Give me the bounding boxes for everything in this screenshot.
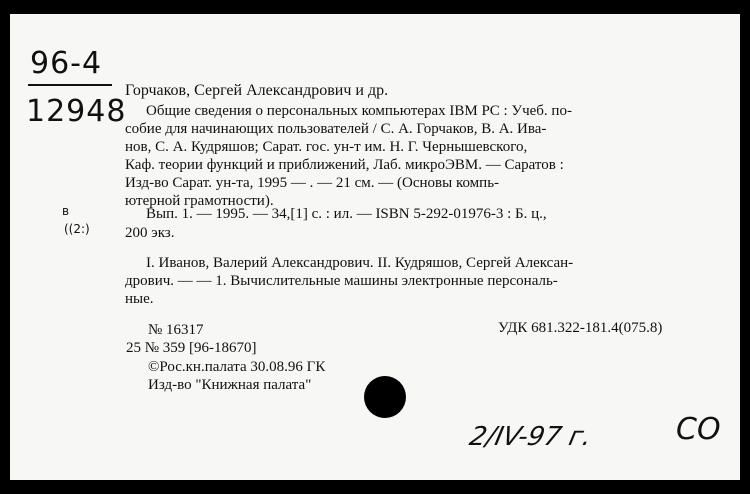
handwritten-side-mark: в — [62, 204, 70, 218]
tracing-line-1: I. Иванов, Валерий Александрович. II. Кудряшов, Сергей Алексан- — [146, 255, 574, 271]
tracing-line-2: дрович. — — 1. Вычислительные машины электронные персональ- — [125, 273, 558, 289]
description-line-1: Общие сведения о персональных компьютерах IBM PC : Учеб. по- — [146, 103, 572, 119]
handwritten-date-note: 2/IV-97 г. — [466, 422, 595, 452]
description-line-5: Изд-во Сарат. ун-та, 1995 — . — 21 см. — (Основы компь- — [125, 175, 500, 191]
handwritten-corner-mark: СО — [676, 412, 721, 447]
punch-hole — [364, 376, 406, 418]
shelf-mark-underline — [28, 84, 112, 86]
catalog-card — [10, 14, 740, 480]
description-line-4: Каф. теории функций и приближений, Лаб. микроЭВМ. — Саратов : — [125, 157, 564, 173]
handwritten-shelf-mark: 96-4 — [30, 46, 103, 81]
tracing-line-3: ные. — [125, 291, 154, 307]
udc-index: УДК 681.322-181.4(075.8) — [498, 320, 663, 336]
description-line-3: нов, С. А. Кудряшов; Сарат. гос. ун-т им. Н. Г. Чернышевского, — [125, 139, 528, 155]
issue-line-2: 200 экз. — [125, 225, 175, 241]
record-number: № 16317 — [148, 322, 204, 338]
handwritten-inventory-number: 12948 — [26, 94, 127, 129]
author-heading: Горчаков, Сергей Александрович и др. — [125, 82, 389, 99]
issue-line-1: Вып. 1. — 1995. — 34,[1] с. : ил. — ISBN 5-292-01976-3 : Б. ц., — [146, 206, 547, 222]
description-line-6: ютерной грамотности). — [125, 193, 274, 209]
description-line-2: собие для начинающих пользователей / С. А. Горчаков, В. А. Ива- — [125, 121, 547, 137]
handwritten-side-mark-2: ((2:) — [64, 222, 90, 236]
batch-line: 25 № 359 [96-18670] — [126, 340, 257, 356]
copyright-line: ©Рос.кн.палата 30.08.96 ГК — [148, 359, 326, 375]
publisher-line: Изд-во "Книжная палата" — [148, 377, 312, 393]
